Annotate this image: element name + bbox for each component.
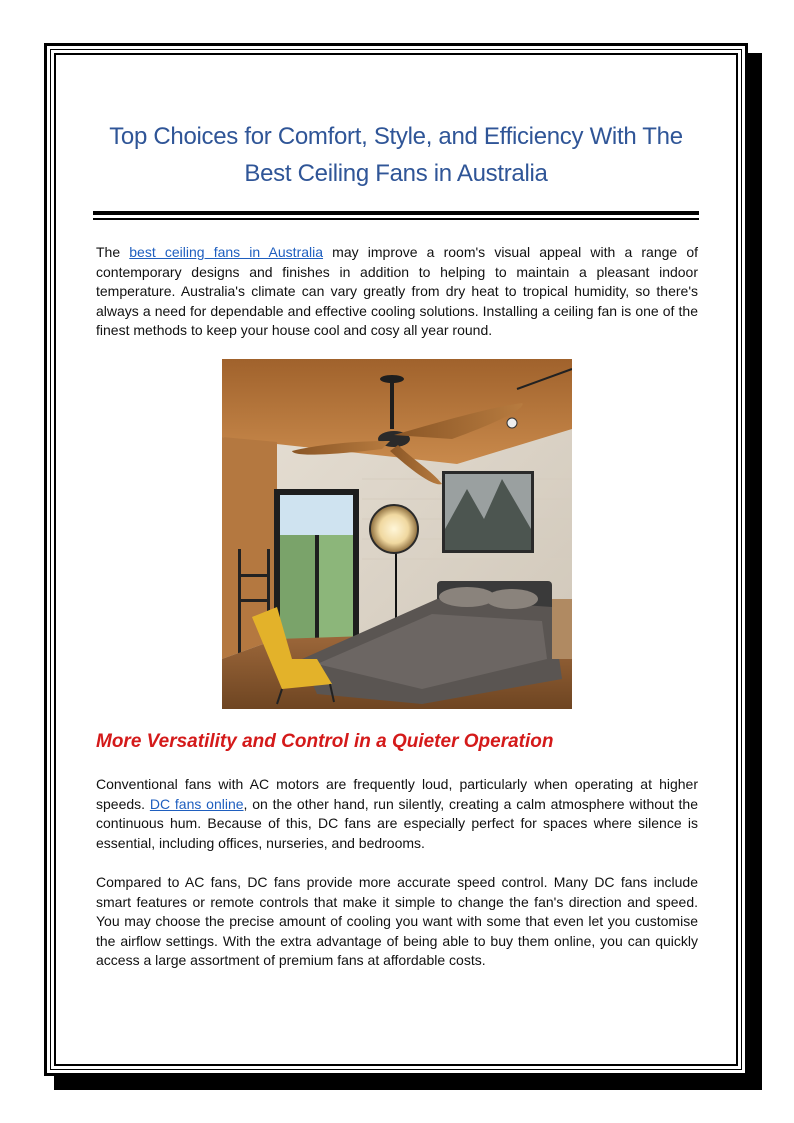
title-divider-thick: [93, 211, 699, 215]
dc-fans-online-link[interactable]: DC fans online: [149, 795, 244, 812]
page-title: Top Choices for Comfort, Style, and Efficiency With The Best Ceiling Fans in Australia: [109, 123, 683, 187]
title-divider-thin: [93, 218, 699, 220]
bedroom-ceiling-fan-photo: [222, 359, 572, 709]
best-ceiling-fans-link[interactable]: best ceiling fans in Australia: [129, 244, 324, 260]
intro-paragraph: The best ceiling fans in Australia may improve a room's visual appeal with a range of contemporary designs and finishes in addition to helping to maintain a pleasant indoor temperature. Australia's climate can vary greatly from dry heat to tropical humidity, so there's always a need for dependable and effective cooling solutions. Installing a ceiling fan is one of the finest methods to keep your house cool and cosy all year round.: [96, 244, 699, 339]
speed-control-paragraph: Compared to AC fans, DC fans provide more accurate speed control. Many DC fans include smart features or remote controls that make it simple to change the fan's direction and speed. You may choose the precise amount of cooling you want with some that even let you customise the airflow settings. With the extra advantage of being able to buy them online, you can quickly access a large assortment of premium fans at affordable costs.: [96, 874, 698, 969]
section-heading: More Versatility and Control in a Quieter Operation: [96, 731, 554, 752]
dc-fans-paragraph: Conventional fans with AC motors are frequently loud, particularly when operating at higher speeds. DC fans online, on the other hand, run silently, creating a calm atmosphere without the continuous hum. Because of this, DC fans are especially perfect for spaces where silence is essential, including offices, nurseries, and bedrooms.: [96, 776, 698, 851]
